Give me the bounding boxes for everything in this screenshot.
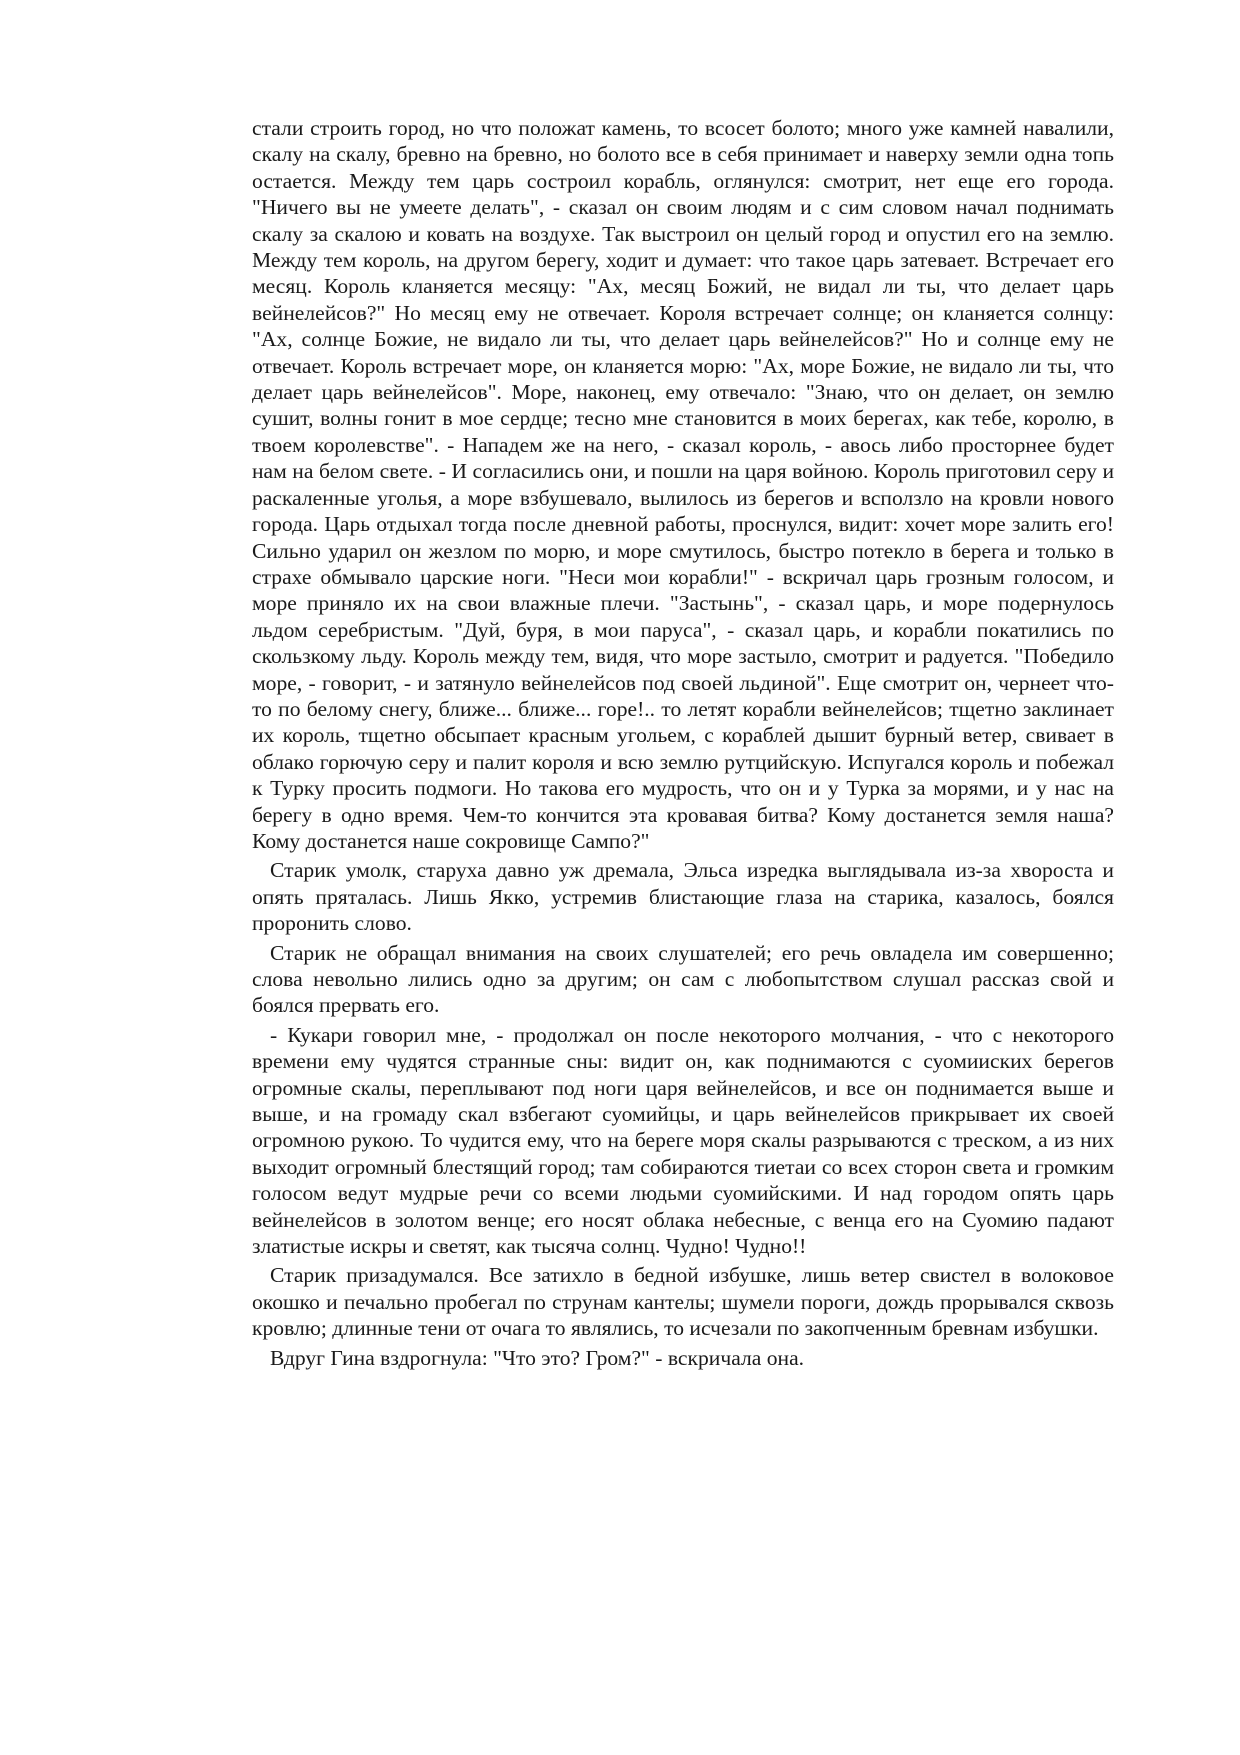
paragraph-old-man-thoughtful: Старик призадумался. Все затихло в бедной избушке, лишь ветер свистел в волоковое окошко и печально пробегал по струнам кантелы; шумели пороги, дождь прорывался сквозь кровлю; длинные тени от очага то являлись, то исчезали по закопченным бревнам избушки. (252, 1263, 1114, 1341)
paragraph-old-man-silent: Старик умолк, старуха давно уж дремала, Эльса изредка выглядывала из-за хвороста и опять пряталась. Лишь Якко, устремив блистающие глаза на старика, казалось, боялся проронить слово. (252, 858, 1114, 936)
paragraph-story-continuation: стали строить город, но что положат камень, то всосет болото; много уже камней навалили, скалу на скалу, бревно на бревно, но болото все в себя принимает и наверху земли одна топь остается. Между тем царь состроил корабль, оглянулся: смотрит, нет еще его города. "Ничего вы не умеете делать", - сказал он своим людям и с сим словом начал поднимать скалу за скалою и ковать на воздухе. Так выстроил он целый город и опустил его на землю. Между тем король, на другом берегу, ходит и думает: что такое царь затевает. Встречает его месяц. Король кланяется месяцу: "Ах, месяц Божий, не видал ли ты, что делает царь вейнелейсов?" Но месяц ему не отвечает. Короля встречает солнце; он кланяется солнцу: "Ах, солнце Божие, не видало ли ты, что делает царь вейнелейсов?" Но и солнце ему не отвечает. Король встречает море, он кланяется морю: "Ах, море Божие, не видало ли ты, что делает царь вейнелейсов". Море, наконец, ему отвечало: "Знаю, что он делает, он землю сушит, волны гонит в мое сердце; тесно мне становится в моих берегах, как тебе, королю, в твоем королевстве". - Нападем же на него, - сказал король, - авось либо просторнее будет нам на белом свете. - И согласились они, и пошли на царя войною. Король приготовил серу и раскаленные уголья, а море взбушевало, вылилось из берегов и всползло на кровли нового города. Царь отдыхал тогда после дневной работы, проснулся, видит: хочет море залить его! Сильно ударил он жезлом по морю, и море смутилось, быстро потекло в берега и только в страхе обмывало царские ноги. "Неси мои корабли!" - вскричал царь грозным голосом, и море приняло их на свои влажные плечи. "Застынь", - сказал царь, и море подернулось льдом серебристым. "Дуй, буря, в мои паруса", - сказал царь, и корабли покатились по скользкому льду. Король между тем, видя, что море застыло, смотрит и радуется. "Победило море, - говорит, - и затянуло вейнелейсов под своей льдиной". Еще смотрит он, чернеет что-то по белому снегу, ближе... ближе... горе!.. то летят корабли вейнелейсов; тщетно заклинает их король, тщетно обсыпает красным угольем, с кораблей дышит бурный ветер, свивает в облако горючую серу и палит короля и всю землю рутцийскую. Испугался король и побежал к Турку просить подмоги. Но такова его мудрость, что он и у Турка за морями, и у нас на берегу в одно время. Чем-то кончится эта кровавая битва? Кому достанется земля наша? Кому достанется наше сокровище Сампо?" (252, 116, 1114, 853)
paragraph-listeners: Старик не обращал внимания на своих слушателей; его речь овладела им совершенно; слова невольно лились одно за другим; он сам с любопытством слушал рассказ свой и боялся прервать его. (252, 940, 1114, 1018)
paragraph-kukari-dreams: - Кукари говорил мне, - продолжал он после некоторого молчания, - что с некоторого времени ему чудятся странные сны: видит он, как поднимаются с суомииских берегов огромные скалы, переплывают под ноги царя вейнелейсов, и все он поднимается выше и выше, и на громаду скал взбегают суомийцы, и царь вейнелейсов прикрывает их своей огромною рукою. То чудится ему, что на береге моря скалы разрываются с треском, а из них выходит огромный блестящий город; там собираются тиетаи со всех сторон света и громким голосом ведут мудрые речи со всеми людьми суомийскими. И над городом опять царь вейнелейсов в золотом венце; его носят облака небесные, с венца его на Суомию падают златистые искры и светят, как тысяча солнц. Чудно! Чудно!! (252, 1022, 1114, 1259)
text-column (252, 115, 1114, 1374)
paragraph-gina-startled: Вдруг Гина вздрогнула: "Что это? Гром?" - вскричала она. (270, 1345, 805, 1370)
